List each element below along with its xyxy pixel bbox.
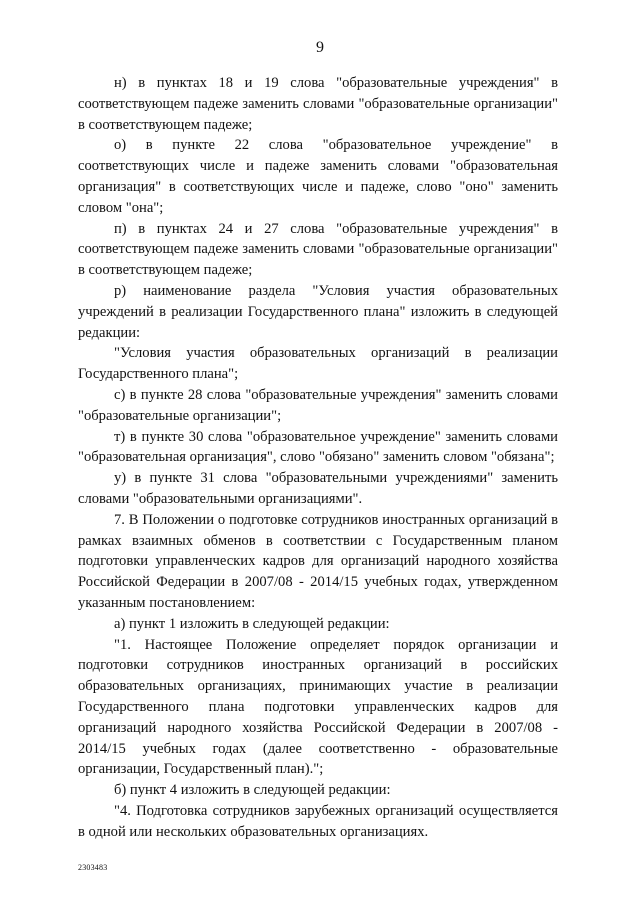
paragraph-p: п) в пунктах 24 и 27 слова "образовательные учреждения" в соответствующем падеже заменить словами "образовательные организации" в соответствующем падеже; — [78, 220, 558, 279]
paragraph-u: у) в пункте 31 слова "образовательными учреждениями" заменить словами "образовательными организациями". — [78, 470, 558, 507]
paragraph-n: н) в пунктах 18 и 19 слова "образовательные учреждения" в соответствующем падеже заменить словами "образовательные организации" в соответствующем падеже; — [78, 75, 558, 133]
paragraph-b: б) пункт 4 изложить в следующей редакции: — [114, 782, 391, 799]
paragraph-7: 7. В Положении о подготовке сотрудников иностранных организаций в рамках взаимных обменов в соответствии с Государственным планом подготовки управленческих кадров для организаций народного хозяйства Российской Федерации в 2007/08 - 2014/15 учебных годах, утвержденном указанным постановлением: — [78, 511, 558, 611]
paragraph-s: с) в пункте 28 слова "образовательные учреждения" заменить словами "образовательные организации"; — [78, 386, 558, 424]
paragraph-a: а) пункт 1 изложить в следующей редакции: — [114, 615, 390, 632]
paragraph-r: р) наименование раздела "Условия участия образовательных учреждений в реализации Государственного плана" изложить в следующей редакции: — [78, 282, 558, 341]
paragraph-point-4: "4. Подготовка сотрудников зарубежных организаций осуществляется в одной или нескольких образовательных организациях. — [78, 802, 558, 840]
document-code: 2303483 — [78, 863, 108, 872]
paragraph-o: о) в пункте 22 слова "образовательное учреждение" в соответствующих числе и падеже заменить словами "образовательная организация" в соответствующих числе и падеже, слово "оно" заменить словом "она"; — [78, 137, 558, 216]
paragraph-section-title: "Условия участия образовательных организаций в реализации Государственного плана"; — [78, 345, 558, 383]
document-body — [78, 73, 558, 842]
paragraph-t: т) в пункте 30 слова "образовательное учреждение" заменить словами "образовательная организация", слово "обязано" заменить словом "обязана"; — [78, 428, 558, 466]
paragraph-point-1: "1. Настоящее Положение определяет порядок организации и подготовки сотрудников иностранных организаций в российских образовательных организациях, принимающих участие в реализации Государственного плана подготовки управленческих кадров для организаций народного хозяйства Российской Федерации в 2007/08 - 2014/15 учебных годах (далее соответственно - образовательные организации, Государственный план)."; — [78, 636, 558, 778]
page-number: 9 — [316, 39, 324, 56]
